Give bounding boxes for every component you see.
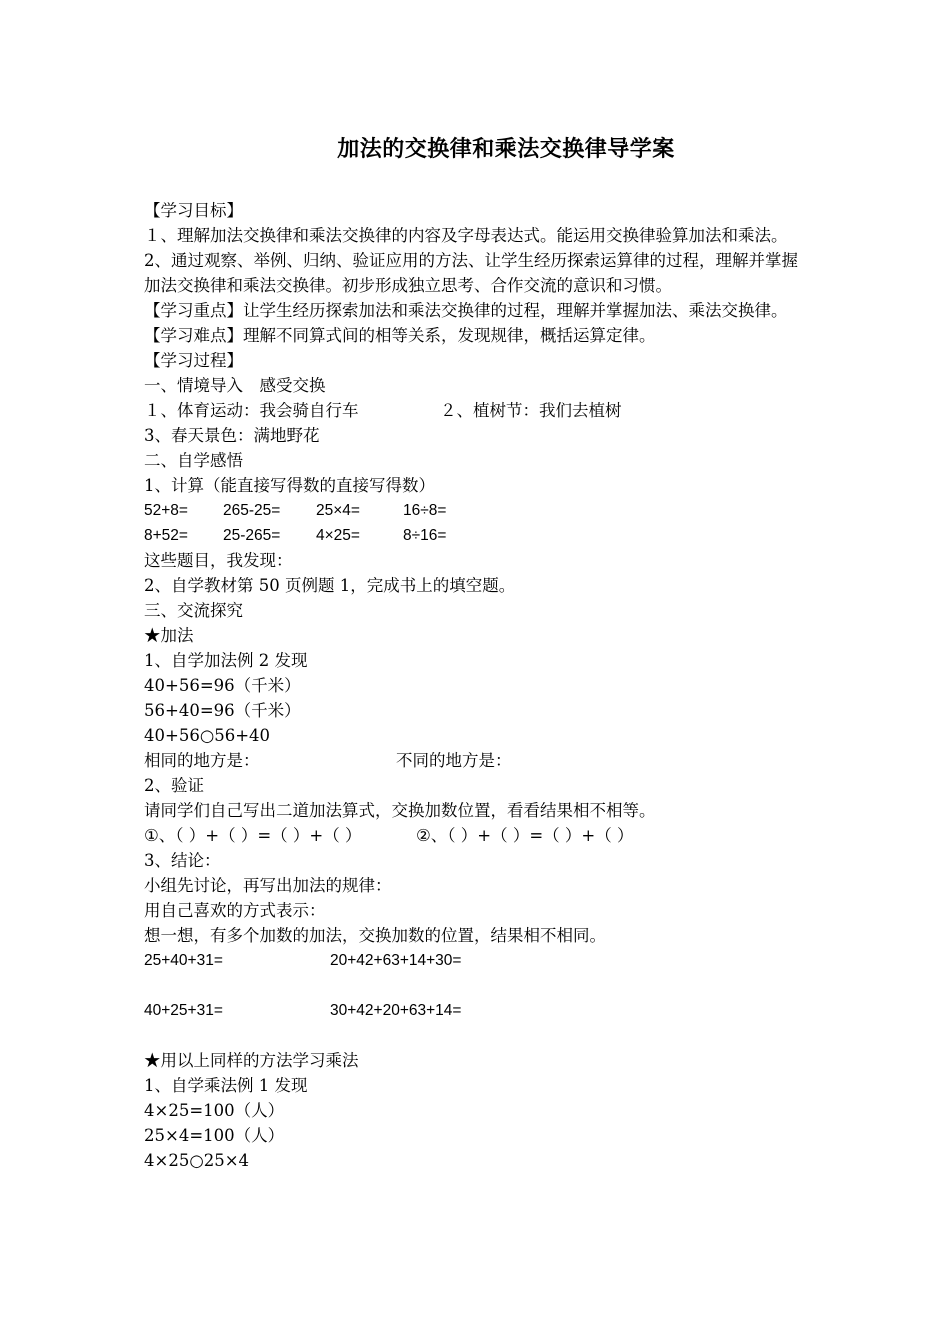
calc-item: 25×4= xyxy=(316,502,360,519)
verify-text: 请同学们自己写出二道加法算式，交换加数位置，看看结果相不相等。 xyxy=(144,801,656,820)
section-2-heading: 二、自学感悟 xyxy=(144,451,243,470)
discover-line: 这些题目，我发现： xyxy=(144,551,293,570)
multiplication-heading: ★用以上同样的方法学习乘法 xyxy=(144,1051,359,1070)
document-title: 加法的交换律和乘法交换律导学案 xyxy=(337,136,675,162)
addition-equation-1: 40+56=96（千米） xyxy=(144,676,301,695)
think-line: 想一想，有多个加数的加法，交换加数的位置，结果相不相同。 xyxy=(144,926,606,945)
goals-heading: 【学习目标】 xyxy=(144,201,243,220)
addition-equation-2: 56+40=96（千米） xyxy=(144,701,301,720)
multi-add-row-2 xyxy=(144,998,814,1023)
multiplication-compare: 4×25○25×4 xyxy=(144,1151,250,1170)
spacer xyxy=(144,973,814,998)
scene-3: 3、春天景色：满地野花 xyxy=(144,426,320,445)
verify-blank-1: ①、（ ）+（ ）=（ ）+（ ） xyxy=(144,826,362,845)
own-way: 用自己喜欢的方式表示： xyxy=(144,901,326,920)
calc-row-1 xyxy=(144,498,814,523)
multiplication-equation-1: 4×25=100（人） xyxy=(144,1101,285,1120)
document-body xyxy=(144,198,814,1173)
conclusion-heading: 3、结论： xyxy=(144,851,221,870)
scene-2: ２、植树节：我们去植树 xyxy=(440,401,622,420)
calc-item: 8÷16= xyxy=(403,527,447,544)
goal-1: １、理解加法交换律和乘法交换律的内容及字母表达式。能运用交换律验算加法和乘法。 xyxy=(144,226,788,245)
calc-item: 8+52= xyxy=(144,527,188,544)
process-heading: 【学习过程】 xyxy=(144,351,243,370)
diff-label: 不同的地方是： xyxy=(396,751,512,770)
same-label: 相同的地方是： xyxy=(144,751,260,770)
section-1-heading: 一、情境导入 感受交换 xyxy=(144,376,326,395)
same-diff-row xyxy=(144,748,814,773)
section-3-heading: 三、交流探究 xyxy=(144,601,243,620)
scene-1: １、体育运动：我会骑自行车 xyxy=(144,401,359,420)
difficulty: 【学习难点】理解不同算式间的相等关系，发现规律，概括运算定律。 xyxy=(144,326,656,345)
spacer xyxy=(144,1023,814,1048)
calc-item: 265-25= xyxy=(223,502,281,519)
multi-add-item: 40+25+31= xyxy=(144,1002,223,1019)
multi-add-row-1 xyxy=(144,948,814,973)
verify-blanks-row xyxy=(144,823,814,848)
key-points: 【学习重点】让学生经历探索加法和乘法交换律的过程，理解并掌握加法、乘法交换律。 xyxy=(144,301,788,320)
self-study-line: 2、自学教材第 50 页例题 1，完成书上的填空题。 xyxy=(144,576,516,595)
calc-heading: 1、计算（能直接写得数的直接写得数） xyxy=(144,476,435,495)
calc-item: 25-265= xyxy=(223,527,281,544)
calc-item: 52+8= xyxy=(144,502,188,519)
group-discuss: 小组先讨论，再写出加法的规律： xyxy=(144,876,392,895)
calc-item: 4×25= xyxy=(316,527,360,544)
verify-heading: 2、验证 xyxy=(144,776,204,795)
addition-example: 1、自学加法例 2 发现 xyxy=(144,651,308,670)
multi-add-item: 30+42+20+63+14= xyxy=(330,1002,462,1019)
verify-blank-2: ②、（ ）+（ ）=（ ）+（ ） xyxy=(416,826,634,845)
calc-row-2 xyxy=(144,523,814,548)
addition-compare: 40+56○56+40 xyxy=(144,726,271,745)
multi-add-item: 20+42+63+14+30= xyxy=(330,952,462,969)
multiplication-equation-2: 25×4=100（人） xyxy=(144,1126,285,1145)
addition-heading: ★加法 xyxy=(144,626,194,645)
calc-item: 16÷8= xyxy=(403,502,447,519)
multiplication-example: 1、自学乘法例 1 发现 xyxy=(144,1076,308,1095)
goal-2: 2、通过观察、举例、归纳、验证应用的方法、让学生经历探索运算律的过程，理解并掌握加法交换律和乘法交换律。初步形成独立思考、合作交流的意识和习惯。 xyxy=(144,251,798,295)
multi-add-item: 25+40+31= xyxy=(144,952,223,969)
scene-row xyxy=(144,398,814,423)
